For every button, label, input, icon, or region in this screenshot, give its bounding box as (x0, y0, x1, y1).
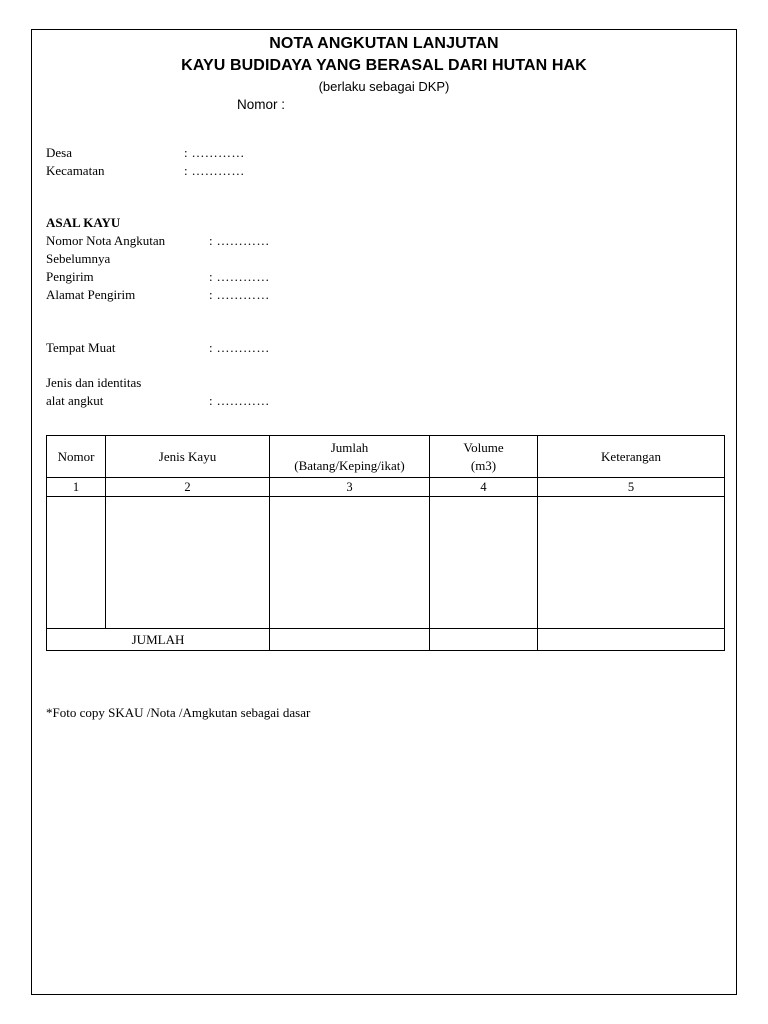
column-number: 5 (538, 478, 725, 497)
column-number: 4 (430, 478, 538, 497)
table-total-row (47, 629, 725, 651)
asal-kayu-heading: ASAL KAYU (46, 215, 121, 230)
header-volume (430, 436, 538, 478)
total-cell-keterangan (538, 629, 725, 651)
pengirim-label: Pengirim (46, 269, 94, 284)
column-number: 1 (47, 478, 106, 497)
document-subtitle-note: (berlaku sebagai DKP) (318, 79, 450, 94)
alat-angkut-label-cont: alat angkut (46, 393, 104, 408)
desa-label: Desa (46, 145, 72, 160)
body-cell-nomor (47, 497, 106, 629)
document-subtitle-main: KAYU BUDIDAYA YANG BERASAL DARI HUTAN HAK (181, 57, 587, 74)
document-title: NOTA ANGKUTAN LANJUTAN (269, 35, 499, 52)
nota-angkutan-value: : ………… (209, 233, 270, 248)
nota-angkutan-label-cont: Sebelumnya (46, 251, 111, 266)
timber-items-table (46, 435, 725, 651)
body-cell-jenis-kayu (106, 497, 270, 629)
total-cell-volume (430, 629, 538, 651)
body-cell-volume (430, 497, 538, 629)
tempat-muat-label: Tempat Muat (46, 340, 116, 355)
body-cell-keterangan (538, 497, 725, 629)
nomor-label: Nomor : (237, 97, 286, 112)
column-number-row (47, 478, 725, 497)
header-jumlah-line2: (Batang/Keping/ikat) (294, 457, 405, 473)
total-label: JUMLAH (47, 629, 270, 651)
column-number: 3 (270, 478, 430, 497)
header-jumlah-line1: Jumlah (330, 439, 369, 455)
footnote: *Foto copy SKAU /Nota /Amgkutan sebagai dasar (46, 705, 311, 720)
alat-angkut-value: : ………… (209, 393, 270, 408)
pengirim-value: : ………… (209, 269, 270, 284)
header-nomor: Nomor (47, 436, 106, 478)
header-jumlah (270, 436, 430, 478)
header-volume-line2: (m3) (470, 457, 497, 473)
column-number: 2 (106, 478, 270, 497)
alat-angkut-label: Jenis dan identitas (46, 375, 142, 390)
table-body-row (47, 497, 725, 629)
tempat-muat-value: : ………… (209, 340, 270, 355)
table-header-row (47, 436, 725, 478)
header-volume-line1: Volume (463, 439, 504, 455)
total-cell-jumlah (270, 629, 430, 651)
nota-angkutan-label: Nomor Nota Angkutan (46, 233, 166, 248)
alamat-pengirim-label: Alamat Pengirim (46, 287, 136, 302)
desa-value: : ………… (184, 145, 245, 160)
body-cell-jumlah (270, 497, 430, 629)
kecamatan-label: Kecamatan (46, 163, 105, 178)
kecamatan-value: : ………… (184, 163, 245, 178)
header-keterangan: Keterangan (538, 436, 725, 478)
alamat-pengirim-value: : ………… (209, 287, 270, 302)
header-jenis-kayu: Jenis Kayu (106, 436, 270, 478)
